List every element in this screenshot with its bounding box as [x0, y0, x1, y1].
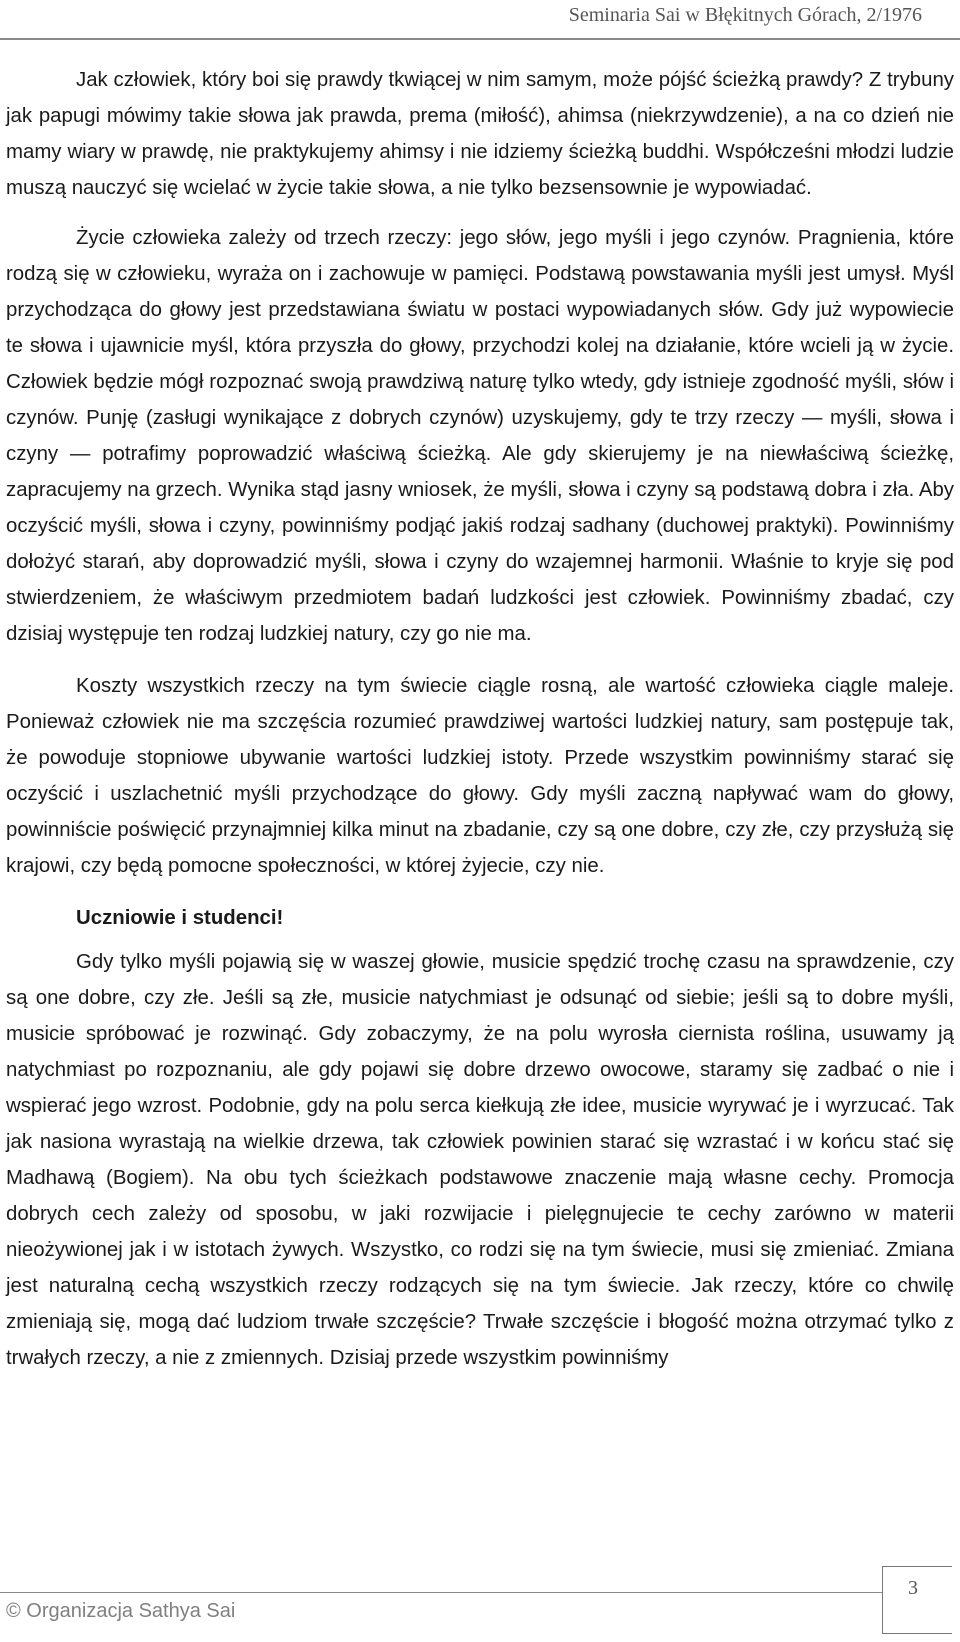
page-number-box	[882, 1566, 952, 1634]
header-divider	[0, 38, 960, 40]
running-header: Seminaria Sai w Błękitnych Górach, 2/1976	[568, 4, 922, 26]
page-body	[6, 62, 954, 1392]
page-footer	[0, 1577, 960, 1642]
paragraph-2: Życie człowieka zależy od trzech rzeczy: jego słów, jego myśli i jego czynów. Pragnienia, które rodzą się w człowieku, wyraża on i zachowuje w pamięci. Podstawą powstawania myśli jest umysł. Myśl przychodząca do głowy jest przedstawiana światu w postaci wypowiadanych słów. Gdy już wypowiecie te słowa i ujawnicie myśl, która przyszła do głowy, przychodzi kolej na działanie, które wcieli ją w życie. Człowiek będzie mógł rozpoznać swoją prawdziwą naturę tylko wtedy, gdy istnieje zgodność myśli, słów i czynów. Punję (zasługi wynikające z dobrych czynów) uzyskujemy, gdy te trzy rzeczy — myśli, słowa i czyny — potrafimy poprowadzić właściwą ścieżką. Ale gdy skierujemy je na niewłaściwą ścieżkę, zapracujemy na grzech. Wynika stąd jasny wniosek, że myśli, słowa i czyny są podstawą dobra i zła. Aby oczyścić myśli, słowa i czyny, powinniśmy podjąć jakiś rodzaj sadhany (duchowej praktyki). Powinniśmy dołożyć starań, aby doprowadzić myśli, słowa i czyny do wzajemnej harmonii. Właśnie to kryje się pod stwierdzeniem, że właściwym przedmiotem badań ludzkości jest człowiek. Powinniśmy zbadać, czy dzisiaj występuje ten rodzaj ludzkiej natury, czy go nie ma.	[6, 227, 954, 645]
paragraph-4: Gdy tylko myśli pojawią się w waszej głowie, musicie spędzić trochę czasu na sprawdzenie, czy są one dobre, czy złe. Jeśli są złe, musicie natychmiast je odsunąć od siebie; jeśli są to dobre myśli, musicie spróbować je rozwinąć. Gdy zobaczymy, że na polu wyrosła ciernista roślina, usuwamy ją natychmiast po rozpoznaniu, ale gdy pojawi się dobre drzewo owocowe, staramy się zadbać o nie i wspierać jego wzrost. Podobnie, gdy na polu serca kiełkują złe idee, musicie wyrywać je i wyrzucać. Tak jak nasiona wyrastają na wielkie drzewa, tak człowiek powinien starać się wzrastać i w końcu stać się Madhawą (Bogiem). Na obu tych ścieżkach podstawowe znaczenie mają własne cechy. Promocja dobrych cech zależy od sposobu, w jaki rozwijacie i pielęgnujecie te cechy zarówno w materii nieożywionej jak i w istotach żywych. Wszystko, co rodzi się na tym świecie, musi się zmieniać. Zmiana jest naturalną cechą wszystkich rzeczy rodzących się na tym świecie. Jak rzeczy, które co chwilę zmieniają się, mogą dać ludziom trwałe szczęście? Trwałe szczęście i błogość można otrzymać tylko z trwałych rzeczy, a nie z zmiennych. Dzisiaj przede wszystkim powinniśmy	[6, 951, 954, 1369]
copyright-notice: © Organizacja Sathya Sai	[6, 1600, 236, 1622]
section-heading: Uczniowie i studenci!	[76, 907, 284, 929]
paragraph-3: Koszty wszystkich rzeczy na tym świecie ciągle rosną, ale wartość człowieka ciągle maleje. Ponieważ człowiek nie ma szczęścia rozumieć prawdziwej wartości ludzkiej natury, sam postępuje tak, że powoduje stopniowe ubywanie wartości ludzkiej istoty. Przede wszystkim powinniśmy starać się oczyścić i uszlachetnić myśli przychodzące do głowy. Gdy myśli zaczną napływać wam do głowy, powinniście poświęcić przynajmniej kilka minut na zbadanie, czy są one dobre, czy złe, czy przysłużą się krajowi, czy będą pomocne społeczności, w której żyjecie, czy nie.	[6, 675, 954, 877]
page-number: 3	[908, 1577, 918, 1599]
footer-divider	[0, 1592, 882, 1593]
paragraph-1: Jak człowiek, który boi się prawdy tkwiącej w nim samym, może pójść ścieżką prawdy? Z trybuny jak papugi mówimy takie słowa jak prawda, prema (miłość), ahimsa (niekrzywdzenie), a na co dzień nie mamy wiary w prawdę, nie praktykujemy ahimsy i nie idziemy ścieżką buddhi. Współcześni młodzi ludzie muszą nauczyć się wcielać w życie takie słowa, a nie tylko bezsensownie je wypowiadać.	[6, 69, 954, 199]
